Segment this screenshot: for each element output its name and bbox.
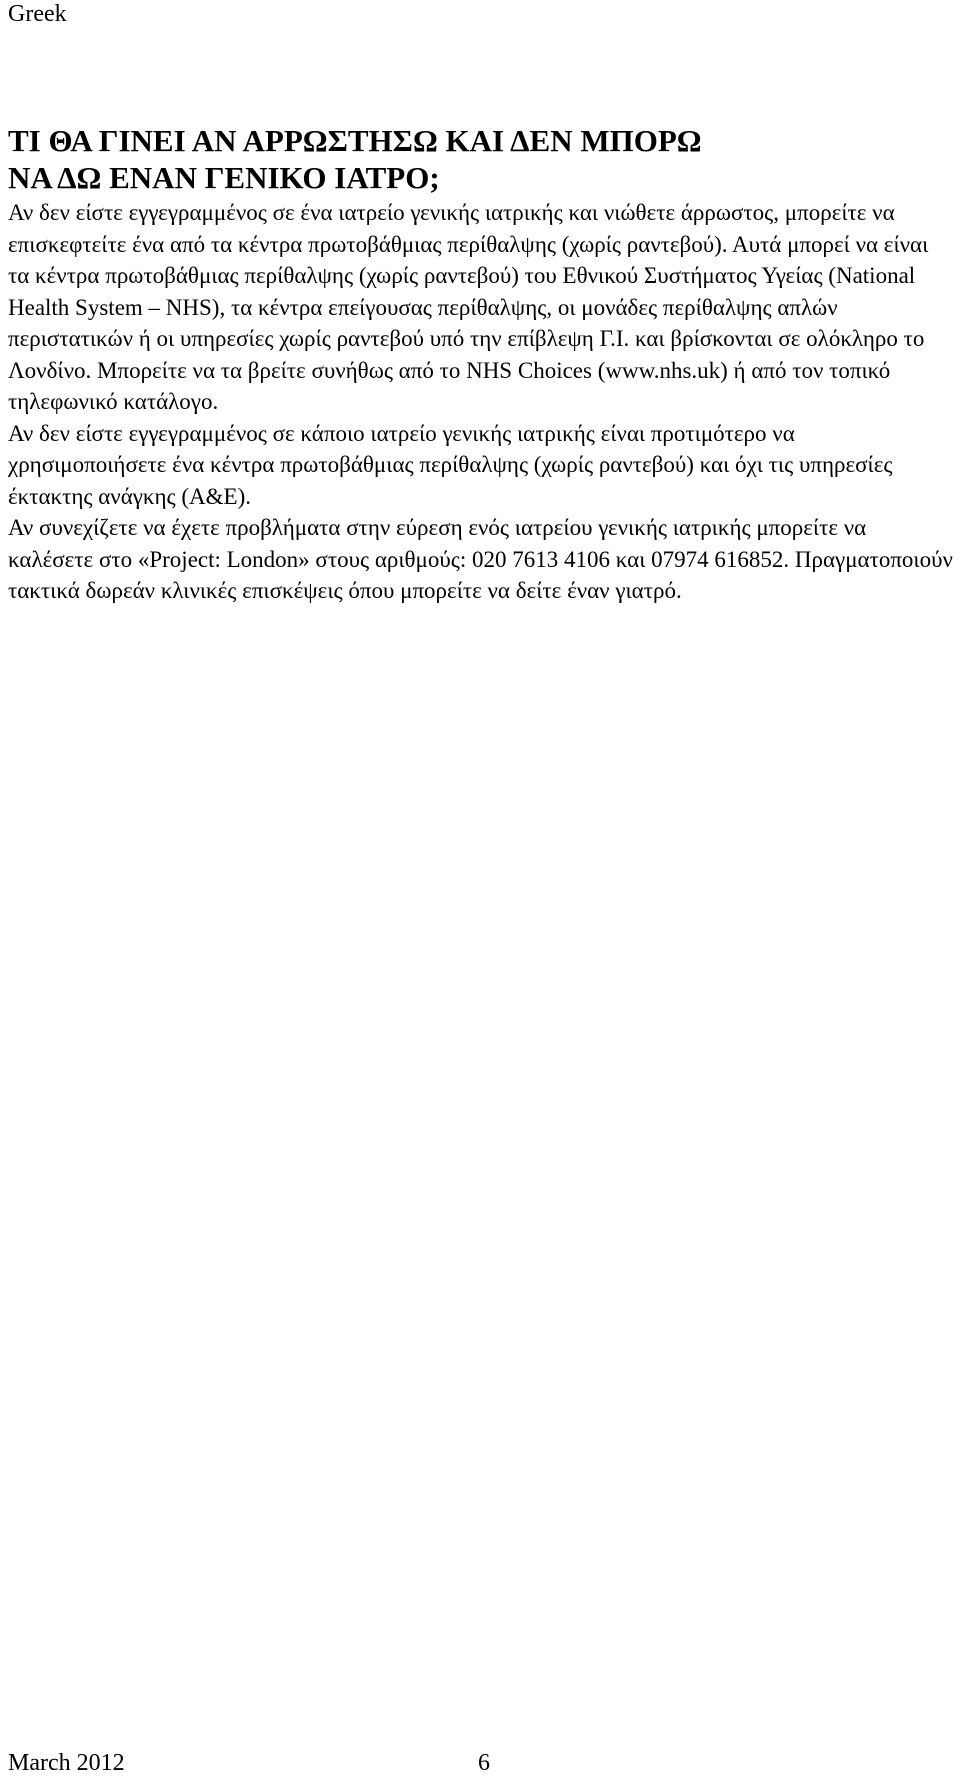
title-line-1: ΤΙ ΘΑ ΓΙΝΕΙ ΑΝ ΑΡΡΩΣΤΗΣΩ ΚΑΙ ΔΕΝ ΜΠΟΡΩ — [8, 123, 702, 158]
footer-date: March 2012 — [8, 1750, 125, 1776]
document-body — [8, 122, 953, 607]
paragraph-walk-in-centres: Αν δεν είστε εγγεγραμμένος σε ένα ιατρείο γενικής ιατρικής και νιώθετε άρρωστος, μπορείτε να επισκεφτείτε ένα από τα κέντρα πρωτοβάθμιας περίθαλψης (χωρίς ραντεβού). Αυτά μπορεί να είναι τα κέντρα πρωτοβάθμιας περίθαλψης (χωρίς ραντεβού) του Εθνικού Συστήματος Υγείας (National Health System – NHS), τα κέντρα επείγουσας περίθαλψης, οι μονάδες περίθαλψης απλών περιστατικών ή οι υπηρεσίες χωρίς ραντεβού υπό την επίβλεψη Γ.Ι. και βρίσκονται σε ολόκληρο το Λονδίνο. Μπορείτε να τα βρείτε συνήθως από το NHS Choices (www.nhs.uk) ή από τον τοπικό τηλεφωνικό κατάλογο. — [8, 200, 929, 414]
language-label: Greek — [8, 1, 67, 27]
page-number: 6 — [478, 1750, 490, 1776]
paragraph-project-london: Αν συνεχίζετε να έχετε προβλήματα στην εύρεση ενός ιατρείου γενικής ιατρικής μπορείτε να καλέσετε στο «Project: London» στους αριθμούς: 020 7613 4106 και 07974 616852. Πραγματοποιούν τακτικά δωρεάν κλινικές επισκέψεις όπου μπορείτε να δείτε έναν γιατρό. — [8, 515, 953, 603]
title-line-2: ΝΑ ΔΩ ΕΝΑΝ ΓΕΝΙΚΟ ΙΑΤΡΟ; — [8, 160, 440, 195]
page-footer — [8, 1749, 490, 1777]
page-title — [8, 122, 953, 196]
paragraph-prefer-walk-in: Αν δεν είστε εγγεγραμμένος σε κάποιο ιατρείο γενικής ιατρικής είναι προτιμότερο να χρησιμοποιήσετε ένα κέντρα πρωτοβάθμιας περίθαλψης (χωρίς ραντεβού) και όχι τις υπηρεσίες έκτακτης ανάγκης (A&E). — [8, 420, 893, 509]
